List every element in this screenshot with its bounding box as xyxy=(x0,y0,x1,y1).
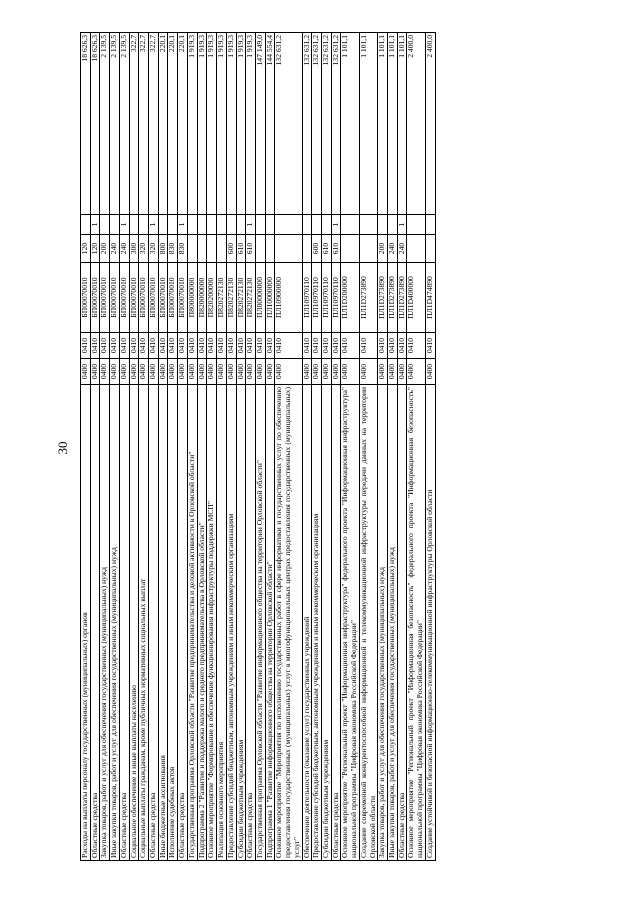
row-expense-type-cell xyxy=(217,235,227,263)
row-expense-type-cell: 800 xyxy=(158,235,168,263)
row-flag-cell xyxy=(321,215,331,235)
budget-table xyxy=(80,32,436,861)
row-expense-type-cell: 240 xyxy=(388,235,398,263)
row-target-article-cell: БП00070010 xyxy=(100,263,110,333)
row-name-cell: Реализация основного мероприятия xyxy=(217,385,227,861)
row-gr-code-cell: 0400 xyxy=(158,359,168,385)
row-name-cell: Закупка товаров, работ и услуг для обеспечения государственных (муниципальных) нужд xyxy=(100,385,110,861)
row-flag-cell xyxy=(341,215,359,235)
row-expense-type-cell xyxy=(425,235,435,263)
row-expense-type-cell: 610 xyxy=(331,235,341,263)
row-gr-code-cell: 0400 xyxy=(90,359,100,385)
row-section-code-cell: 0410 xyxy=(226,333,236,359)
row-section-code-cell: 0410 xyxy=(217,333,227,359)
page-number: 30 xyxy=(55,441,70,455)
row-target-article-cell: БП00070010 xyxy=(158,263,168,333)
row-target-article-cell: ПЛ1D200000 xyxy=(341,263,359,333)
row-flag-cell xyxy=(425,215,435,235)
row-amount-cell: 1 919,3 xyxy=(217,33,227,215)
row-gr-code-cell: 0400 xyxy=(246,359,256,385)
row-expense-type-cell xyxy=(187,235,197,263)
row-amount-cell: 1 101,1 xyxy=(359,33,377,215)
row-name-cell: Предоставление субсидий бюджетным, автономным учреждениям и иным некоммерческим организациям xyxy=(312,385,322,861)
row-amount-cell: 1 101,1 xyxy=(378,33,388,215)
row-gr-code-cell: 0400 xyxy=(197,359,207,385)
row-name-cell: Исполнение судебных актов xyxy=(168,385,178,861)
row-target-article-cell: ПЛ1D273890 xyxy=(359,263,377,333)
row-name-cell: Областные средства xyxy=(331,385,341,861)
row-flag-cell: 1 xyxy=(149,215,159,235)
table-row xyxy=(81,33,91,861)
row-flag-cell: 1 xyxy=(178,215,188,235)
table-body xyxy=(81,33,436,861)
row-name-cell: Областные средства xyxy=(119,385,129,861)
row-target-article-cell: П820272130 xyxy=(217,263,227,333)
row-name-cell: Закупка товаров, работ и услуг для обеспечения государственных (муниципальных) нужд xyxy=(378,385,388,861)
row-target-article-cell: П820272130 xyxy=(246,263,256,333)
row-target-article-cell: ПЛ10000000 xyxy=(265,263,275,333)
row-gr-code-cell: 0400 xyxy=(407,359,425,385)
row-section-code-cell: 0410 xyxy=(388,333,398,359)
table-row xyxy=(187,33,197,861)
row-gr-code-cell: 0400 xyxy=(425,359,435,385)
row-amount-cell: 1 919,3 xyxy=(197,33,207,215)
row-target-article-cell: БП00070010 xyxy=(90,263,100,333)
table-row xyxy=(110,33,120,861)
row-gr-code-cell: 0400 xyxy=(119,359,129,385)
row-target-article-cell: П800000000 xyxy=(187,263,197,333)
row-amount-cell: 1 919,3 xyxy=(187,33,197,215)
row-section-code-cell: 0410 xyxy=(359,333,377,359)
row-amount-cell: 147 149,0 xyxy=(255,33,265,215)
row-expense-type-cell: 830 xyxy=(168,235,178,263)
row-expense-type-cell: 200 xyxy=(378,235,388,263)
row-gr-code-cell: 0400 xyxy=(236,359,246,385)
row-gr-code-cell: 0400 xyxy=(388,359,398,385)
row-expense-type-cell xyxy=(341,235,359,263)
table-row xyxy=(321,33,331,861)
row-flag-cell xyxy=(197,215,207,235)
row-section-code-cell: 0410 xyxy=(265,333,275,359)
row-flag-cell xyxy=(359,215,377,235)
row-amount-cell: 18 626,3 xyxy=(81,33,91,215)
row-expense-type-cell: 320 xyxy=(139,235,149,263)
table-row xyxy=(168,33,178,861)
row-section-code-cell: 0410 xyxy=(275,333,302,359)
row-gr-code-cell: 0400 xyxy=(81,359,91,385)
row-gr-code-cell: 0400 xyxy=(275,359,302,385)
row-flag-cell xyxy=(255,215,265,235)
row-gr-code-cell: 0400 xyxy=(341,359,359,385)
row-gr-code-cell: 0400 xyxy=(226,359,236,385)
table-row xyxy=(312,33,322,861)
row-amount-cell: 1 919,3 xyxy=(246,33,256,215)
row-gr-code-cell: 0400 xyxy=(397,359,407,385)
row-expense-type-cell xyxy=(197,235,207,263)
table-row xyxy=(226,33,236,861)
table-row xyxy=(139,33,149,861)
row-target-article-cell: П820272130 xyxy=(236,263,246,333)
row-target-article-cell: ПЛ00000000 xyxy=(255,263,265,333)
row-gr-code-cell: 0400 xyxy=(207,359,217,385)
row-flag-cell: 1 xyxy=(397,215,407,235)
row-flag-cell xyxy=(378,215,388,235)
row-gr-code-cell: 0400 xyxy=(129,359,139,385)
row-amount-cell: 322,7 xyxy=(129,33,139,215)
row-name-cell: Основное мероприятие "Региональный проект "Информационная инфраструктура" федерального проекта "Информационная инфраструктура" национальной программы "Цифровая экономика Российской Федерации" xyxy=(341,385,359,861)
table-row xyxy=(341,33,359,861)
row-target-article-cell: БП00070010 xyxy=(139,263,149,333)
row-section-code-cell: 0410 xyxy=(255,333,265,359)
row-flag-cell: 1 xyxy=(246,215,256,235)
row-amount-cell: 220,1 xyxy=(168,33,178,215)
row-expense-type-cell: 120 xyxy=(90,235,100,263)
row-flag-cell: 1 xyxy=(331,215,341,235)
table-row xyxy=(158,33,168,861)
row-target-article-cell: ПЛ10970110 xyxy=(331,263,341,333)
row-section-code-cell: 0410 xyxy=(158,333,168,359)
row-flag-cell: 1 xyxy=(119,215,129,235)
row-amount-cell: 132 631,2 xyxy=(275,33,302,215)
table-row xyxy=(119,33,129,861)
row-section-code-cell: 0410 xyxy=(81,333,91,359)
row-section-code-cell: 0410 xyxy=(168,333,178,359)
row-name-cell: Иные закупки товаров, работ и услуг для обеспечения государственных (муниципальных) нужд xyxy=(110,385,120,861)
row-gr-code-cell: 0400 xyxy=(100,359,110,385)
row-target-article-cell: БП00070010 xyxy=(178,263,188,333)
row-gr-code-cell: 0400 xyxy=(331,359,341,385)
row-gr-code-cell: 0400 xyxy=(255,359,265,385)
row-flag-cell xyxy=(207,215,217,235)
row-amount-cell: 1 919,3 xyxy=(236,33,246,215)
table-row xyxy=(246,33,256,861)
row-target-article-cell: БП00070010 xyxy=(81,263,91,333)
row-name-cell: Иные закупки товаров, работ и услуг для обеспечения государственных (муниципальных) нужд xyxy=(388,385,398,861)
row-target-article-cell: ПЛ10970110 xyxy=(312,263,322,333)
table-row xyxy=(217,33,227,861)
table-row xyxy=(425,33,435,861)
row-name-cell: Государственная программа Орловской области "Развитие предпринимательства и деловой активности в Орловской области" xyxy=(187,385,197,861)
row-amount-cell: 220,1 xyxy=(158,33,168,215)
row-section-code-cell: 0410 xyxy=(378,333,388,359)
row-name-cell: Основное мероприятие "Мероприятия по исполнению государственных работ в сфере информатики и государственных услуг по обеспечению предоставления государственных (муниципальных) услуг в многофункциональных центрах предоставления государственных (муниципальных) услуг" xyxy=(275,385,302,861)
row-expense-type-cell: 610 xyxy=(236,235,246,263)
row-target-article-cell: ПЛ10900000 xyxy=(275,263,302,333)
row-gr-code-cell: 0400 xyxy=(139,359,149,385)
row-amount-cell: 132 631,2 xyxy=(331,33,341,215)
row-gr-code-cell: 0400 xyxy=(359,359,377,385)
row-section-code-cell: 0410 xyxy=(207,333,217,359)
row-section-code-cell: 0410 xyxy=(312,333,322,359)
row-name-cell: Областные средства xyxy=(246,385,256,861)
row-expense-type-cell xyxy=(275,235,302,263)
row-section-code-cell: 0410 xyxy=(119,333,129,359)
table-row xyxy=(236,33,246,861)
row-expense-type-cell xyxy=(407,235,425,263)
row-flag-cell xyxy=(187,215,197,235)
row-name-cell: Иные бюджетные ассигнования xyxy=(158,385,168,861)
row-gr-code-cell: 0400 xyxy=(217,359,227,385)
row-name-cell: Государственная программа Орловской области "Развитие информационного общества на территории Орловской области" xyxy=(255,385,265,861)
row-expense-type-cell xyxy=(207,235,217,263)
row-gr-code-cell: 0400 xyxy=(187,359,197,385)
table-row xyxy=(275,33,302,861)
row-name-cell: Основное мероприятие "Региональный проект "Информационная безопасность" федерального проекта "Информационная безопасность" национальной программы "Цифровая экономика Российской Федерации" xyxy=(407,385,425,861)
row-target-article-cell: ПЛ1D400000 xyxy=(407,263,425,333)
row-section-code-cell: 0410 xyxy=(331,333,341,359)
row-name-cell: Субсидии бюджетным учреждениям xyxy=(236,385,246,861)
table-row xyxy=(407,33,425,861)
row-section-code-cell: 0410 xyxy=(197,333,207,359)
row-target-article-cell: ПЛ10970110 xyxy=(302,263,312,333)
row-expense-type-cell: 200 xyxy=(100,235,110,263)
row-flag-cell xyxy=(226,215,236,235)
row-flag-cell xyxy=(407,215,425,235)
row-expense-type-cell: 610 xyxy=(321,235,331,263)
row-gr-code-cell: 0400 xyxy=(378,359,388,385)
row-amount-cell: 132 631,2 xyxy=(302,33,312,215)
row-amount-cell: 220,1 xyxy=(178,33,188,215)
row-name-cell: Областные средства xyxy=(397,385,407,861)
row-name-cell: Создание современной конкурентоспособной информационной и телекоммуникационной инфраструктуры передачи данных на территории Орловской области xyxy=(359,385,377,861)
row-expense-type-cell: 240 xyxy=(110,235,120,263)
row-amount-cell: 1 101,1 xyxy=(388,33,398,215)
row-flag-cell xyxy=(110,215,120,235)
row-flag-cell xyxy=(81,215,91,235)
row-section-code-cell: 0410 xyxy=(100,333,110,359)
row-section-code-cell: 0410 xyxy=(187,333,197,359)
row-amount-cell: 2 139,5 xyxy=(119,33,129,215)
row-expense-type-cell: 830 xyxy=(178,235,188,263)
row-name-cell: Расходы на выплаты персоналу государственных (муниципальных) органов xyxy=(81,385,91,861)
row-gr-code-cell: 0400 xyxy=(321,359,331,385)
row-target-article-cell: ПЛ10970110 xyxy=(321,263,331,333)
row-target-article-cell: БП00070010 xyxy=(168,263,178,333)
row-name-cell: Областные средства xyxy=(178,385,188,861)
row-name-cell: Социальное обеспечение и иные выплаты населению xyxy=(129,385,139,861)
row-gr-code-cell: 0400 xyxy=(178,359,188,385)
table-row xyxy=(388,33,398,861)
table-row xyxy=(178,33,188,861)
row-name-cell: Создание устойчивой и безопасной информационно-телекоммуникационной инфраструктуры Орловской области xyxy=(425,385,435,861)
row-gr-code-cell: 0400 xyxy=(168,359,178,385)
row-section-code-cell: 0410 xyxy=(236,333,246,359)
row-name-cell: Подпрограмма 2 "Развитие и поддержка малого и среднего предпринимательства в Орловской области" xyxy=(197,385,207,861)
row-section-code-cell: 0410 xyxy=(425,333,435,359)
row-flag-cell xyxy=(312,215,322,235)
row-amount-cell: 322,7 xyxy=(139,33,149,215)
row-amount-cell: 132 631,2 xyxy=(321,33,331,215)
row-amount-cell: 2 400,0 xyxy=(425,33,435,215)
row-expense-type-cell: 320 xyxy=(149,235,159,263)
row-gr-code-cell: 0400 xyxy=(302,359,312,385)
row-flag-cell: 1 xyxy=(90,215,100,235)
row-target-article-cell: П820200000 xyxy=(207,263,217,333)
table-row xyxy=(149,33,159,861)
row-section-code-cell: 0410 xyxy=(341,333,359,359)
row-name-cell: Основное мероприятие "Формирование и обеспечение функционирования инфраструктуры поддержки МСП" xyxy=(207,385,217,861)
row-flag-cell xyxy=(129,215,139,235)
row-section-code-cell: 0410 xyxy=(129,333,139,359)
row-name-cell: Предоставление субсидий бюджетным, автономным учреждениям и иным некоммерческим организациям xyxy=(226,385,236,861)
row-expense-type-cell: 600 xyxy=(226,235,236,263)
row-amount-cell: 2 139,5 xyxy=(110,33,120,215)
table-row xyxy=(359,33,377,861)
row-gr-code-cell: 0400 xyxy=(265,359,275,385)
table-row xyxy=(255,33,265,861)
row-section-code-cell: 0410 xyxy=(397,333,407,359)
row-gr-code-cell: 0400 xyxy=(312,359,322,385)
table-row xyxy=(207,33,217,861)
row-flag-cell xyxy=(388,215,398,235)
row-section-code-cell: 0410 xyxy=(110,333,120,359)
row-section-code-cell: 0410 xyxy=(302,333,312,359)
row-expense-type-cell: 240 xyxy=(397,235,407,263)
row-expense-type-cell: 120 xyxy=(81,235,91,263)
row-amount-cell: 132 631,2 xyxy=(312,33,322,215)
row-flag-cell xyxy=(265,215,275,235)
row-section-code-cell: 0410 xyxy=(178,333,188,359)
row-expense-type-cell: 240 xyxy=(119,235,129,263)
row-amount-cell: 1 919,3 xyxy=(207,33,217,215)
row-target-article-cell: БП00070010 xyxy=(110,263,120,333)
row-expense-type-cell: 600 xyxy=(312,235,322,263)
row-flag-cell xyxy=(100,215,110,235)
rotated-sheet xyxy=(48,25,628,871)
row-expense-type-cell xyxy=(265,235,275,263)
row-amount-cell: 2 400,0 xyxy=(407,33,425,215)
row-section-code-cell: 0410 xyxy=(90,333,100,359)
row-target-article-cell: БП00070010 xyxy=(149,263,159,333)
row-amount-cell: 144 554,4 xyxy=(265,33,275,215)
row-target-article-cell: ПЛ1D474890 xyxy=(425,263,435,333)
row-flag-cell xyxy=(158,215,168,235)
row-expense-type-cell xyxy=(255,235,265,263)
row-target-article-cell: ПЛ1D273890 xyxy=(378,263,388,333)
row-flag-cell xyxy=(302,215,312,235)
row-section-code-cell: 0410 xyxy=(246,333,256,359)
row-name-cell: Подпрограмма 1 "Развитие информационного общества на территории Орловской области" xyxy=(265,385,275,861)
row-name-cell: Областные средства xyxy=(149,385,159,861)
row-target-article-cell: П820272130 xyxy=(226,263,236,333)
row-target-article-cell: П820000000 xyxy=(197,263,207,333)
row-target-article-cell: БП00070010 xyxy=(119,263,129,333)
row-amount-cell: 1 101,1 xyxy=(341,33,359,215)
row-flag-cell xyxy=(275,215,302,235)
row-amount-cell: 1 101,1 xyxy=(397,33,407,215)
row-amount-cell: 2 139,5 xyxy=(100,33,110,215)
row-gr-code-cell: 0400 xyxy=(110,359,120,385)
row-expense-type-cell xyxy=(359,235,377,263)
row-amount-cell: 322,7 xyxy=(149,33,159,215)
row-section-code-cell: 0410 xyxy=(321,333,331,359)
row-expense-type-cell: 610 xyxy=(246,235,256,263)
row-amount-cell: 18 626,3 xyxy=(90,33,100,215)
row-name-cell: Областные средства xyxy=(90,385,100,861)
row-target-article-cell: ПЛ1D273890 xyxy=(397,263,407,333)
row-gr-code-cell: 0400 xyxy=(149,359,159,385)
row-flag-cell xyxy=(217,215,227,235)
row-amount-cell: 1 919,3 xyxy=(226,33,236,215)
row-name-cell: Социальные выплаты гражданам, кроме публичных нормативных социальных выплат xyxy=(139,385,149,861)
row-name-cell: Субсидии бюджетным учреждениям xyxy=(321,385,331,861)
row-section-code-cell: 0410 xyxy=(407,333,425,359)
row-section-code-cell: 0410 xyxy=(139,333,149,359)
row-section-code-cell: 0410 xyxy=(149,333,159,359)
row-target-article-cell: БП00070010 xyxy=(129,263,139,333)
row-name-cell: Обеспечение деятельности (оказание услуг) государственных учреждений xyxy=(302,385,312,861)
row-target-article-cell: ПЛ1D273890 xyxy=(388,263,398,333)
row-expense-type-cell: 300 xyxy=(129,235,139,263)
